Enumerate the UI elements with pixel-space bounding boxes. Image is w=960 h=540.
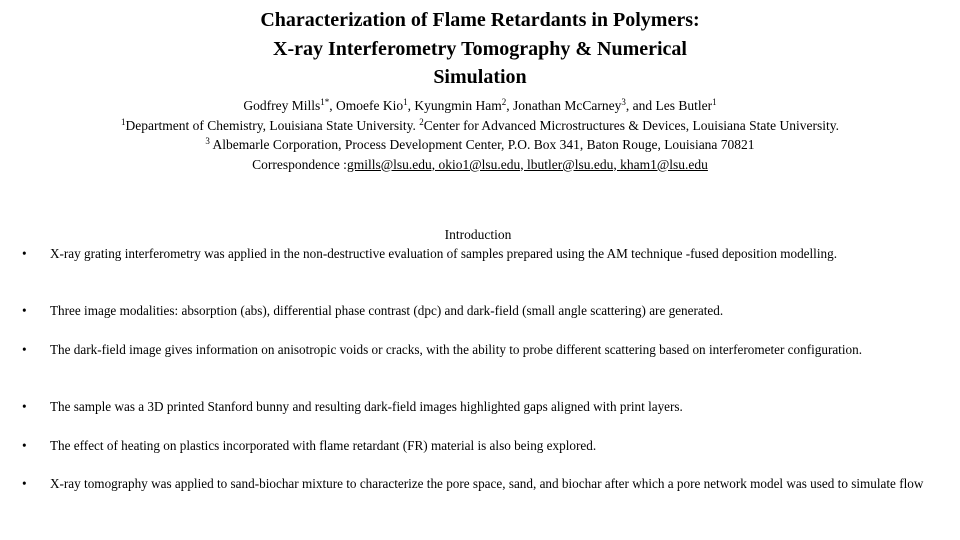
affiliation-2: Center for Advanced Microstructures & Devices, Louisiana State University. — [423, 117, 839, 133]
bullet-icon: • — [22, 399, 27, 414]
author-4: , Jonathan McCarney — [506, 98, 622, 113]
author-3-superscript: 2 — [501, 97, 507, 107]
author-5-superscript: 1 — [712, 97, 717, 107]
list-item-text: The effect of heating on plastics incorporated with flame retardant (FR) material is also being explored. — [50, 438, 597, 453]
bullet-icon: • — [22, 476, 27, 491]
correspondence-line — [0, 155, 960, 175]
author-2: , Omoefe Kio — [329, 98, 404, 113]
bullet-icon: • — [22, 246, 27, 261]
correspondence-emails-link[interactable]: gmills@lsu.edu, okio1@lsu.edu, lbutler@lsu.edu, kham1@lsu.edu — [346, 156, 708, 172]
list-item-text: The dark-field image gives information on anisotropic voids or cracks, with the ability to probe different scattering based on interferometer configuration. — [50, 342, 862, 357]
list-item-text: Three image modalities: absorption (abs), differential phase contrast (dpc) and dark-field (small angle scattering) are generated. — [50, 303, 724, 318]
list-item-text: X-ray tomography was applied to sand-biochar mixture to characterize the pore space, sand, and biochar after which a pore network model was used to simulate flow — [50, 476, 924, 491]
list-item — [22, 474, 940, 493]
list-item-text: The sample was a 3D printed Stanford bunny and resulting dark-field images highlighted gaps aligned with print layers. — [50, 399, 683, 414]
author-block — [0, 96, 960, 174]
list-item — [22, 301, 940, 320]
list-item — [22, 340, 940, 359]
list-item-text: X-ray grating interferometry was applied in the non-destructive evaluation of samples prepared using the AM technique -fused deposition modelling. — [50, 246, 837, 261]
bullet-icon: • — [22, 342, 27, 357]
author-2-superscript: 1 — [403, 97, 408, 107]
author-list — [0, 96, 960, 116]
bullet-icon: • — [22, 303, 27, 318]
title-line-3: Simulation — [433, 66, 527, 88]
author-4-superscript: 3 — [621, 97, 626, 107]
affiliation-3-superscript: 3 — [205, 136, 210, 146]
author-1: Godfrey Mills — [243, 98, 321, 113]
bullet-icon: • — [22, 438, 27, 453]
affiliation-2-superscript: 2 — [419, 116, 424, 127]
title-line-2: X-ray Interferometry Tomography & Numerical — [273, 37, 687, 60]
list-item — [22, 397, 940, 416]
correspondence-label: Correspondence : — [252, 156, 347, 172]
author-5: , and Les Butler — [625, 98, 713, 113]
author-3: , Kyungmin Ham — [407, 98, 502, 113]
author-1-superscript: 1* — [320, 97, 330, 107]
list-item — [22, 244, 940, 263]
document-title — [180, 6, 780, 92]
introduction-heading: Introduction — [444, 227, 512, 242]
affiliation-line-1 — [0, 116, 960, 136]
title-line-1: Characterization of Flame Retardants in Polymers: — [260, 9, 700, 31]
affiliation-line-2 — [0, 135, 960, 155]
list-item — [22, 436, 940, 455]
affiliation-3: Albemarle Corporation, Process Development Center, P.O. Box 341, Baton Rouge, Louisiana 70821 — [209, 137, 755, 152]
affiliation-1-superscript: 1 — [121, 116, 126, 127]
affiliation-1: Department of Chemistry, Louisiana State University. — [125, 117, 420, 133]
